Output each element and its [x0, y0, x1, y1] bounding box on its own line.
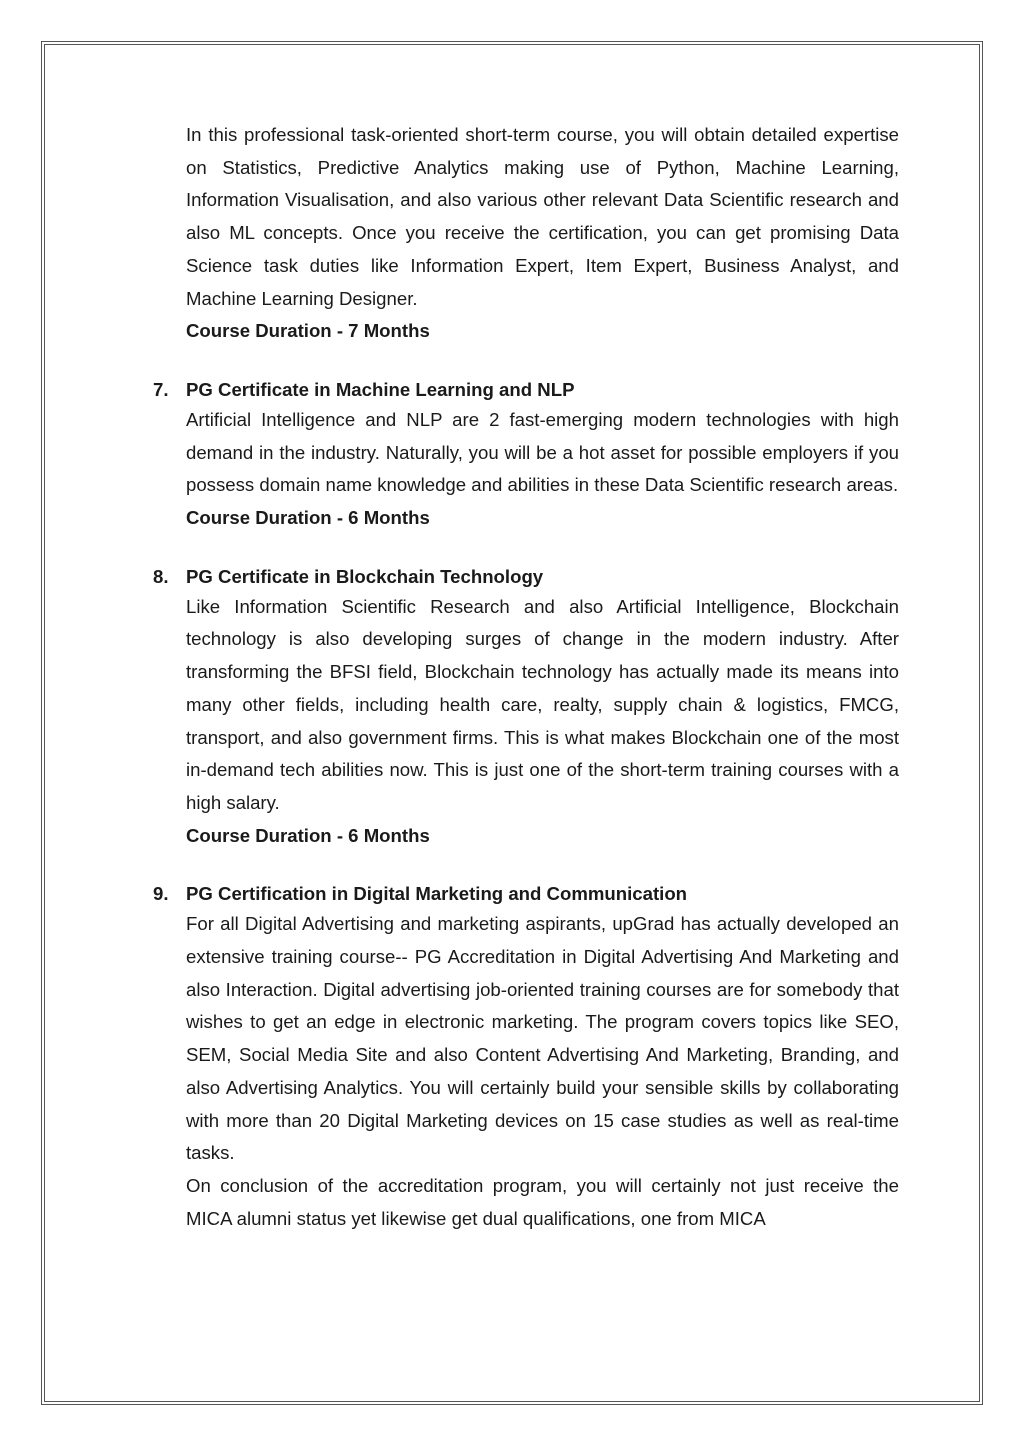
section-8 [153, 563, 899, 853]
section-heading [153, 880, 899, 908]
section-heading [153, 563, 899, 591]
section-paragraph: Artificial Intelligence and NLP are 2 fast-emerging modern technologies with high demand in the industry. Naturally, you will be a hot asset for possible employers if you possess domain name knowledge and abilities in these Data Scientific research areas. [186, 408, 899, 496]
section-7 [153, 376, 899, 535]
section-number: 7. [153, 378, 169, 400]
section-number: 8. [153, 565, 169, 587]
section-number: 9. [153, 883, 169, 905]
section-paragraph: Like Information Scientific Research and also Artificial Intelligence, Blockchain technology is also developing surges of change in the modern industry. After transforming the BFSI field, Blockchain technology has actually made its means into many other fields, including health care, realty, supply chain & logistics, FMCG, transport, and also government firms. This is what makes Blockchain one of the most in-demand tech abilities now. This is just one of the short-term training courses with a high salary. [186, 595, 899, 813]
document-content [153, 119, 899, 1235]
section-course-duration: Course Duration - 6 Months [186, 507, 430, 529]
section-title: PG Certificate in Blockchain Technology [186, 565, 544, 587]
section-title: PG Certification in Digital Marketing and Communication [186, 883, 688, 905]
intro-course-duration: Course Duration - 7 Months [186, 320, 430, 342]
section-course-duration: Course Duration - 6 Months [186, 824, 430, 846]
section-paragraph-continued: On conclusion of the accreditation program, you will certainly not just receive the MICA alumni status yet likewise get dual qualifications, one from MICA [186, 1174, 899, 1229]
section-paragraph: For all Digital Advertising and marketing aspirants, upGrad has actually developed an extensive training course-- PG Accreditation in Digital Advertising And Marketing and also Interaction. Digital advertising job-oriented training courses are for somebody that wishes to get an edge in electronic marketing. The program covers topics like SEO, SEM, Social Media Site and also Content Advertising And Marketing, Branding, and also Advertising Analytics. You will certainly build your sensible skills by collaborating with more than 20 Digital Marketing devices on 15 case studies as well as real-time tasks. [186, 913, 899, 1164]
intro-paragraph: In this professional task-oriented short-term course, you will obtain detailed expertise on Statistics, Predictive Analytics making use of Python, Machine Learning, Information Visualisation, and also various other relevant Data Scientific research and also ML concepts. Once you receive the certification, you can get promising Data Science task duties like Information Expert, Item Expert, Business Analyst, and Machine Learning Designer. [186, 124, 899, 309]
section-9 [153, 880, 899, 1235]
section-title: PG Certificate in Machine Learning and NLP [186, 378, 575, 400]
section-heading [153, 376, 899, 404]
